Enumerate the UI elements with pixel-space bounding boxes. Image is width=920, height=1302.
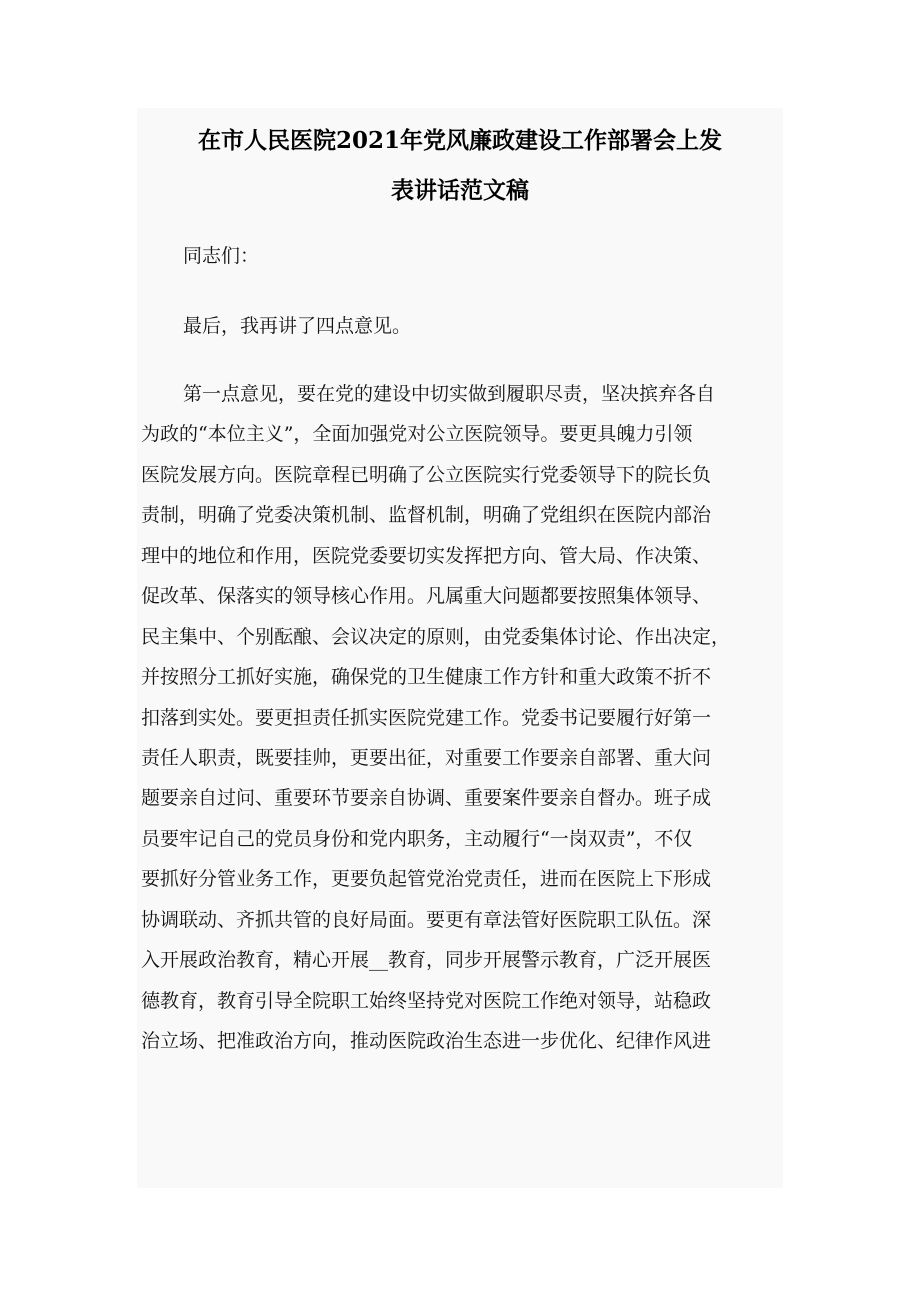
body-paragraph	[141, 374, 781, 1061]
title-line-2: 表讲话范文稿	[391, 177, 529, 204]
body-line: 促改革、保落实的领导核心作用。凡属重大问题都要按照集体领导、	[141, 585, 712, 608]
body-line: 为政的“本位主义”，全面加强党对公立医院领导。要更具魄力引领	[141, 423, 693, 446]
document-page	[137, 108, 783, 1188]
body-line: 责制，明确了党委决策机制、监督机制，明确了党组织在医院内部治	[141, 504, 712, 527]
body-line: 题要亲自过问、重要环节要亲自协调、重要案件要亲自督办。班子成	[141, 787, 712, 810]
document-title	[137, 116, 783, 216]
intro-paragraph: 最后，我再讲了四点意见。	[183, 315, 412, 337]
body-line: 并按照分工抓好实施，确保党的卫生健康工作方针和重大政策不折不	[141, 666, 712, 689]
body-line: 扣落到实处。要更担责任抓实医院党建工作。党委书记要履行好第一	[141, 706, 712, 729]
body-line: 责任人职责，既要挂帅，更要出征，对重要工作要亲自部署、重大问	[141, 746, 712, 769]
body-line: 入开展政治教育，精心开展__教育，同步开展警示教育，广泛开展医	[141, 949, 712, 972]
body-line: 员要牢记自己的党员身份和党内职务，主动履行“一岗双责”，不仅	[141, 827, 693, 850]
body-line: 理中的地位和作用，医院党委要切实发挥把方向、管大局、作决策、	[141, 544, 712, 567]
body-line: 民主集中、个别酝酿、会议决定的原则，由党委集体讨论、作出决定，	[141, 625, 731, 648]
body-line: 协调联动、齐抓共管的良好局面。要更有章法管好医院职工队伍。深	[141, 908, 712, 931]
body-line: 治立场、把准政治方向，推动医院政治生态进一步优化、纪律作风进	[141, 1030, 712, 1052]
body-line: 要抓好分管业务工作，更要负起管党治党责任，进而在医院上下形成	[141, 868, 712, 891]
body-line: 德教育，教育引导全院职工始终坚持党对医院工作绝对领导，站稳政	[141, 989, 712, 1012]
body-line: 第一点意见，要在党的建设中切实做到履职尽责，坚决摈弃各自	[183, 383, 716, 405]
body-line: 医院发展方向。医院章程已明确了公立医院实行党委领导下的院长负	[141, 463, 712, 486]
title-line-1: 在市人民医院2021年党风廉政建设工作部署会上发	[197, 127, 722, 154]
salutation: 同志们：	[183, 245, 260, 267]
